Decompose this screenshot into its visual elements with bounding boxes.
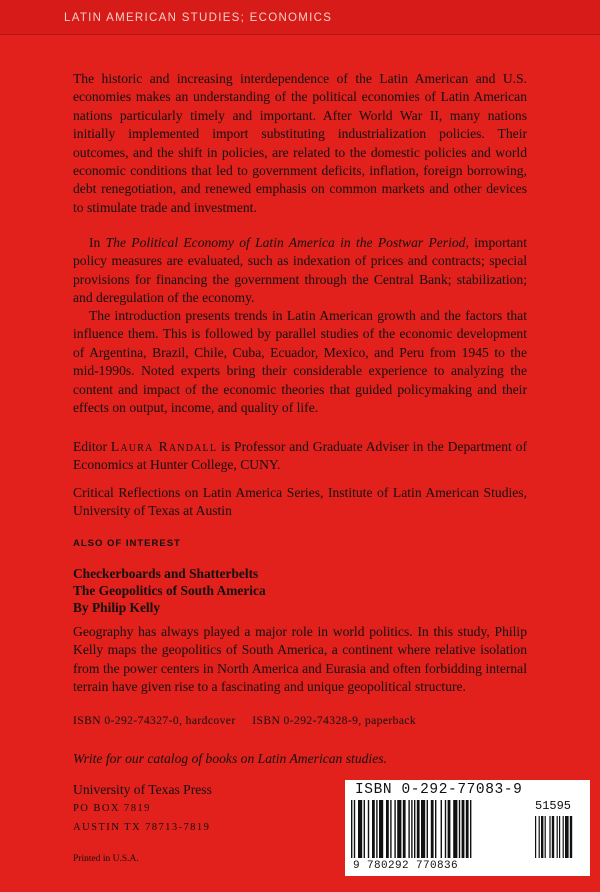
barcode-bar [459,800,460,858]
description-paragraph-3 [73,307,527,417]
related-book-block [73,565,266,616]
related-book-blurb [73,623,527,697]
isbn-hardcover: ISBN 0-292-74327-0, hardcover [73,714,236,727]
barcode-bar [411,800,412,858]
description-lead: In [89,235,106,250]
description-text-1: The historic and increasing interdependence of the Latin American and U.S. economies makes an understanding of the political economies of Latin American nations particularly timely and important. After World War II, many nations initially implemented import substituting industrialization policies. Their outcomes, and the shift in policies, are related to the domestic policies and world economic conditions that led to government deficits, inflation, foreign borrowing, debt renegotiation, and renewed emphasis on common markets and other devices to stimulate trade and investment. [73,71,527,215]
description-text-2: important policy measures are evaluated, such as indexation of prices and contracts; special provisions for financing the government through the Central Bank; stabilization; and deregulation of the economy. [73,235,527,306]
barcode-bar [354,800,355,858]
barcode-bar [403,800,406,858]
barcode-price-addon: 51595 [535,799,572,813]
barcode-bar [462,800,465,858]
barcode-bar [435,800,436,858]
barcode-addon-bar [535,816,536,858]
barcode-bar [376,800,377,858]
publisher-po-box: PO BOX 7819 [73,803,151,814]
barcode-bar [364,800,365,858]
barcode-addon-bar [539,816,540,858]
publisher-address [73,780,212,837]
barcode-addon-bar [570,816,572,858]
description-text-3: The introduction presents trends in Latin American growth and the factors that influence them. This is followed by parallel studies of the economic development of Argentina, Brazil, Chile, Cuba, Ecuador, Mexico, and Peru from 1945 to the mid-1990s. Noted experts bring their considerable experience to analyzing the content and impact of the economic theories that guided policymaking and their effects on output, income, and quality of life. [73,308,527,416]
also-of-interest-heading: ALSO OF INTEREST [73,538,181,549]
barcode-addon-bar [565,816,569,858]
publisher-city: AUSTIN TX 78713-7819 [73,822,211,833]
barcode-bar [351,800,352,858]
description-paragraph-1 [73,70,527,217]
related-book-blurb-text: Geography has always played a major role in world politics. In this study, Philip Kelly maps the geopolitics of South America, a continent where relative isolation from the power centers in North America and Eurasia and often forbidding internal terrain have given rise to a fascinating and unique geopolitical structure. [73,624,527,695]
barcode-bar [421,800,425,858]
barcode-ean-digits: 9 780292 770836 [353,860,459,872]
catalog-note: Write for our catalog of books on Latin American studies. [73,751,387,766]
editor-lead: Editor [73,439,111,454]
editor-bio [73,438,527,475]
barcode-addon-bar [552,816,554,858]
barcode-addon-bar [559,816,560,858]
barcode-bar [372,800,375,858]
barcode-addon-bar [557,816,558,858]
description-paragraph-2 [73,234,527,308]
barcode-bar [394,800,395,858]
barcode-bar [431,800,434,858]
barcode-bar [368,800,369,858]
barcode-bar [445,800,446,858]
barcode-bar [448,800,451,858]
related-book-subtitle: The Geopolitics of South America [73,583,266,598]
series-label: LATIN AMERICAN STUDIES; ECONOMICS [64,12,333,24]
barcode-bar [386,800,389,858]
barcode-bar [358,800,362,858]
barcode-addon-bar [563,816,564,858]
barcode-isbn: ISBN 0-292-77083-9 [355,782,523,798]
printed-in-note: Printed in U.S.A. [73,854,139,864]
publisher-name: University of Texas Press [73,782,212,797]
barcode-bar [470,800,471,858]
related-book-isbns [73,714,527,727]
series-header-band [0,0,600,35]
barcode-bar [414,800,415,858]
barcode-addon-bar [545,816,546,858]
barcode-bar [397,800,401,858]
barcode-bar [453,800,457,858]
book-title-italic: The Political Economy of Latin America in the Postwar Period, [105,235,469,250]
barcode-bar [427,800,428,858]
series-note-text: Critical Reflections on Latin America Series, Institute of Latin American Studies, University of Texas at Austin [73,485,527,519]
barcode-addon-bar [549,816,550,858]
barcode-bar [408,800,409,858]
barcode-bar [466,800,469,858]
series-note [73,484,527,521]
barcode-bar [379,800,383,858]
editor-bio-text: is Professor and Graduate Adviser in the Department of Economics at Hunter College, CUNY. [73,439,527,473]
barcode-bar [417,800,420,858]
related-book-title: Checkerboards and Shatterbelts [73,566,259,581]
barcode-bar [390,800,391,858]
barcode-label [345,780,590,876]
editor-name: Laura Randall [110,439,218,454]
barcode-addon-bar [541,816,543,858]
barcode-bar [441,800,442,858]
isbn-paperback: ISBN 0-292-74328-9, paperback [252,714,417,727]
related-book-author: By Philip Kelly [73,600,161,615]
